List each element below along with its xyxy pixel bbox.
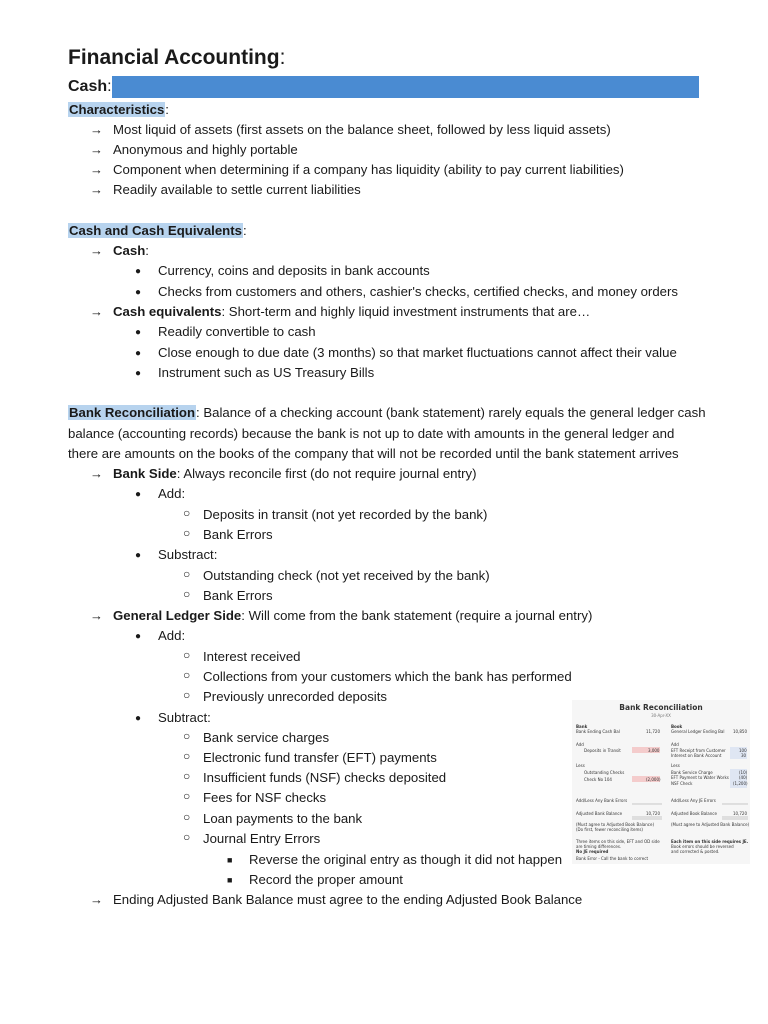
- br-paragraph-line1: Bank Reconciliation: Balance of a checking account (bank statement) rarely equals the general ledger cash: [69, 405, 706, 420]
- bank-add-item: Deposits in transit (not yet recorded by the bank): [203, 507, 488, 522]
- thumb-cell: Less: [576, 763, 585, 768]
- bullet-icon: ●: [135, 287, 142, 298]
- equivalent-item: Instrument such as US Treasury Bills: [158, 365, 375, 380]
- circle-bullet-icon: ○: [183, 587, 191, 601]
- characteristics-heading: Characteristics:: [69, 102, 169, 117]
- bullet-icon: ●: [135, 713, 142, 724]
- gl-subtract-item: Bank service charges: [203, 730, 330, 745]
- thumb-cell: 10,720: [646, 811, 660, 816]
- gl-subtract-item: Electronic fund transfer (EFT) payments: [203, 750, 437, 765]
- thumb-cell: EFT Receipt from Customer: [671, 748, 726, 753]
- br-paragraph-line3: there are amounts on the books of the company that will not be recorded until the bank statement arrives: [68, 446, 679, 461]
- bank-reconciliation-image: [572, 700, 750, 864]
- ending-balance-line: Ending Adjusted Bank Balance must agree to the ending Adjusted Book Balance: [113, 892, 583, 907]
- characteristic-item: Readily available to settle current liabilities: [113, 182, 361, 197]
- thumb-cell: Adjusted Book Balance: [671, 811, 717, 816]
- arrow-icon: →: [90, 142, 103, 157]
- cash-item: Currency, coins and deposits in bank accounts: [158, 263, 430, 278]
- thumb-cell: 100: [739, 748, 747, 753]
- circle-bullet-icon: ○: [183, 648, 191, 662]
- thumb-cell: and corrected & posted.: [671, 849, 720, 854]
- arrow-icon: →: [90, 162, 103, 177]
- thumb-cell: 10,720: [733, 811, 747, 816]
- gl-add-label: Add:: [158, 628, 186, 643]
- circle-bullet-icon: ○: [183, 506, 191, 520]
- bullet-icon: ●: [135, 489, 142, 500]
- bank-add-label: Add:: [158, 486, 186, 501]
- gl-subtract-item: Loan payments to the bank: [203, 811, 363, 826]
- cash-highlight-bar: [112, 76, 699, 98]
- thumb-cell: EFT Payment to Water Works: [671, 775, 729, 780]
- circle-bullet-icon: ○: [183, 526, 191, 540]
- thumb-cell: Adjusted Bank Balance: [576, 811, 623, 816]
- je-error-item: Reverse the original entry as though it did not happen: [249, 852, 563, 867]
- arrow-icon: →: [90, 466, 103, 481]
- cash-heading-row: [68, 76, 700, 98]
- thumb-bank-header: Bank: [576, 724, 588, 729]
- bank-subtract-label: Substract:: [158, 547, 218, 562]
- characteristic-item: Most liquid of assets (first assets on the balance sheet, followed by less liquid assets): [113, 122, 611, 137]
- thumb-cell: Less: [671, 763, 680, 768]
- bullet-icon: ●: [135, 368, 142, 379]
- square-bullet-icon: ■: [227, 855, 233, 865]
- bullet-icon: ●: [135, 266, 142, 277]
- thumb-cell: NSF Check: [671, 781, 693, 786]
- thumb-cell: (2,000): [646, 777, 661, 782]
- cash-item: Checks from customers and others, cashier's checks, certified checks, and money orders: [158, 284, 678, 299]
- gl-subtract-item: Insufficient funds (NSF) checks deposited: [203, 770, 447, 785]
- circle-bullet-icon: ○: [183, 749, 191, 763]
- characteristic-item: Component when determining if a company has liquidity (ability to pay current liabilities): [113, 162, 624, 177]
- cash-heading: Cash:: [68, 78, 112, 95]
- thumb-cell: 11,720: [646, 729, 660, 734]
- thumb-cell: Add/Less Any JE Errors: [671, 798, 716, 803]
- thumb-book-header: Book: [671, 724, 683, 729]
- thumb-cell: 30: [741, 753, 747, 758]
- bullet-icon: ●: [135, 348, 142, 359]
- thumb-cell: Outstanding Checks: [584, 770, 625, 775]
- circle-bullet-icon: ○: [183, 729, 191, 743]
- thumb-cell: (40): [739, 775, 748, 780]
- circle-bullet-icon: ○: [183, 769, 191, 783]
- circle-bullet-icon: ○: [183, 810, 191, 824]
- arrow-icon: →: [90, 243, 103, 258]
- bank-add-item: Bank Errors: [203, 527, 273, 542]
- bullet-icon: ●: [135, 327, 142, 338]
- thumb-cell: No JE required: [576, 849, 609, 854]
- gl-add-item: Interest received: [203, 649, 301, 664]
- thumb-cell: Add: [671, 742, 679, 747]
- thumb-cell: Check No 104: [584, 777, 612, 782]
- arrow-icon: →: [90, 608, 103, 623]
- bullet-icon: ●: [135, 550, 142, 561]
- thumb-cell: Add/Less Any Bank Errors: [576, 798, 628, 803]
- thumb-cell: (Must agree to Adjusted Bank Balance): [671, 822, 750, 827]
- gl-subtract-label: Subtract:: [158, 710, 211, 725]
- thumb-cell: Deposits in Transit: [584, 748, 621, 753]
- thumb-cell: (Do first, fewer reconciling items): [576, 827, 643, 832]
- bank-subtract-item: Outstanding check (not yet received by the bank): [203, 568, 490, 583]
- cce-heading: Cash and Cash Equivalents:: [69, 223, 247, 238]
- thumb-cell: Book errors should be reversed: [671, 844, 734, 849]
- bank-subtract-item: Bank Errors: [203, 588, 273, 603]
- arrow-icon: →: [90, 892, 103, 907]
- gl-add-item: Collections from your customers which the bank has performed: [203, 669, 572, 684]
- thumb-cell: Add: [576, 742, 584, 747]
- gl-subtract-item: Journal Entry Errors: [203, 831, 321, 846]
- gl-subtract-item: Fees for NSF checks: [203, 790, 327, 805]
- page-title: Financial Accounting:: [68, 46, 286, 69]
- cash-equivalents-line: Cash equivalents: Short-term and highly liquid investment instruments that are…: [113, 304, 591, 319]
- thumb-cell: 3,000: [648, 748, 660, 753]
- gl-add-item: Previously unrecorded deposits: [203, 689, 387, 704]
- circle-bullet-icon: ○: [183, 567, 191, 581]
- je-error-item: Record the proper amount: [249, 872, 403, 887]
- circle-bullet-icon: ○: [183, 668, 191, 682]
- thumb-cell: (Must agree to Adjusted Book Balance): [576, 822, 655, 827]
- thumb-cell: are timing differences.: [576, 844, 622, 849]
- square-bullet-icon: ■: [227, 875, 233, 885]
- thumb-cell: Interest on Bank Account: [671, 753, 722, 758]
- characteristic-item: Anonymous and highly portable: [113, 142, 298, 157]
- bullet-icon: ●: [135, 631, 142, 642]
- thumb-cell: 10,850: [733, 729, 747, 734]
- thumb-cell: Each item on this side requires JE.: [671, 839, 749, 844]
- arrow-icon: →: [90, 182, 103, 197]
- equivalent-item: Close enough to due date (3 months) so that market fluctuations cannot affect their value: [158, 345, 677, 360]
- thumb-cell: (1,200): [733, 781, 748, 786]
- thumb-title: Bank Reconciliation: [619, 703, 703, 712]
- thumb-cell: Three items on this side, EFT and OD side: [576, 839, 660, 844]
- bank-side-line: Bank Side: Always reconcile first (do not require journal entry): [113, 466, 477, 481]
- equivalent-item: Readily convertible to cash: [158, 324, 316, 339]
- thumb-cell: Bank Error - Call the bank to correct: [576, 856, 649, 861]
- thumb-cell: (10): [739, 770, 748, 775]
- thumb-subtitle: 30-Apr-XX: [651, 713, 671, 718]
- thumb-cell: Bank Service Charge: [671, 770, 713, 775]
- arrow-icon: →: [90, 122, 103, 137]
- gl-side-line: General Ledger Side: Will come from the bank statement (require a journal entry): [113, 608, 593, 623]
- thumb-rules: [572, 700, 750, 864]
- thumb-cell: Bank Ending Cash Bal: [576, 729, 620, 734]
- arrow-icon: →: [90, 304, 103, 319]
- circle-bullet-icon: ○: [183, 688, 191, 702]
- circle-bullet-icon: ○: [183, 789, 191, 803]
- thumb-cell: General Ledger Ending Bal: [671, 729, 725, 734]
- br-paragraph-line2: balance (accounting records) because the bank is not up to date with amounts in the general ledger and: [68, 426, 675, 441]
- circle-bullet-icon: ○: [183, 830, 191, 844]
- cash-subheading: Cash:: [113, 243, 149, 258]
